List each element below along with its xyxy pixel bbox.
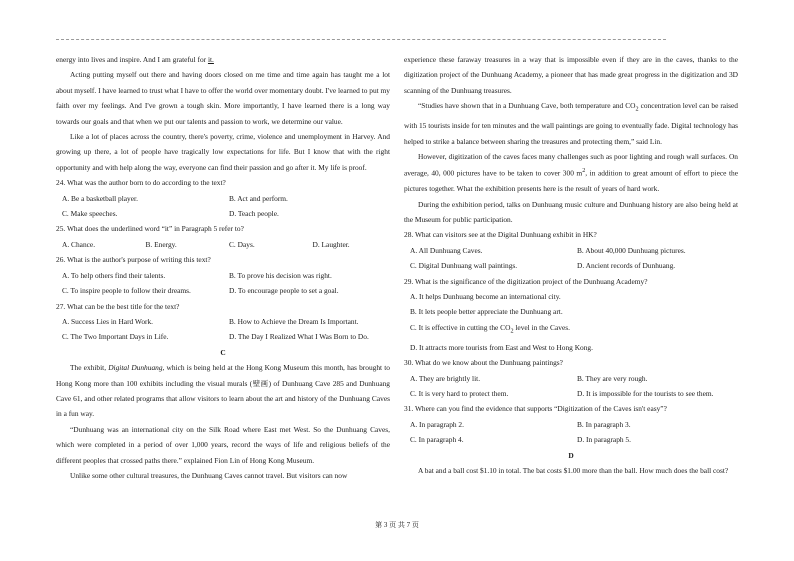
header-rule xyxy=(56,39,666,40)
paragraph-text: concentration level can be raised with 15 tourists inside for ten minutes and the wall paintings are going to eventually fade. Digital technology has helped to strike a balance between sharing the treasures and protecting them,” said Lin. xyxy=(404,101,738,146)
option-29b: B. It lets people better appreciate the Dunhuang art. xyxy=(410,307,563,317)
option-28b: B. About 40,000 Dunhuang pictures. xyxy=(577,245,686,255)
question-26: 26. What is the author's purpose of writing this text? xyxy=(56,255,211,265)
question-30-options-2 xyxy=(404,386,738,401)
paragraph-text: The exhibit, xyxy=(70,363,109,373)
option-29c xyxy=(404,320,738,340)
paragraph-studies xyxy=(404,98,738,149)
left-column xyxy=(56,52,390,483)
paragraph-bat-and-ball: A bat and a ball cost $1.10 in total. The bat costs $1.00 more than the ball. How much does the ball cost? xyxy=(418,465,729,475)
question-25-options xyxy=(56,237,390,252)
option-24d: D. Teach people. xyxy=(229,209,279,219)
question-31-options xyxy=(404,417,738,432)
question-29: 29. What is the significance of the digitization project of the Dunhuang Academy? xyxy=(404,276,648,286)
option-29d: D. It attracts more tourists from East and West to Hong Kong. xyxy=(410,342,593,352)
option-28d: D. Ancient records of Dunhuang. xyxy=(577,261,676,271)
section-d-heading: D xyxy=(568,450,574,460)
question-27-options xyxy=(56,314,390,329)
option-24a: A. Be a basketball player. xyxy=(62,193,138,203)
section-c-heading: C xyxy=(220,347,226,357)
option-25d: D. Laughter. xyxy=(312,239,350,249)
paragraph-silk-road: “Dunhuang was an international city on the Silk Road where East met West. So the Dunhuang Caves, which were completed in a period of over 1,000 years, record the ways of life and religious beliefs of the different peoples that crossed paths there.” explained Fion Lin of Hong Kong Museum. xyxy=(56,424,390,465)
option-27a: A. Success Lies in Hard Work. xyxy=(62,316,154,326)
option-30c: C. It is very hard to protect them. xyxy=(410,388,509,398)
option-26c: C. To inspire people to follow their dreams. xyxy=(62,286,191,296)
paragraph-text: However, digitization of the caves faces many challenges such as poor lighting and rough wall surfaces. On average, 40, 000 pictures have to be taken to cover 300 m xyxy=(404,151,738,178)
option-31c: C. In paragraph 4. xyxy=(410,435,464,445)
option-24c: C. Make speeches. xyxy=(62,209,118,219)
option-text: level in the Caves. xyxy=(513,322,570,332)
option-30d: D. It is impossible for the tourists to see them. xyxy=(577,388,714,398)
option-31b: B. In paragraph 3. xyxy=(577,419,631,429)
question-25: 25. What does the underlined word “it” in Paragraph 5 refer to? xyxy=(56,224,244,234)
paragraph-1-end xyxy=(56,52,390,67)
question-28: 28. What can visitors see at the Digital Dunhuang exhibit in HK? xyxy=(404,230,597,240)
option-26a: A. To help others find their talents. xyxy=(62,270,166,280)
option-31d: D. In paragraph 5. xyxy=(577,435,631,445)
paragraph-harvey: Like a lot of places across the country, there's poverty, crime, violence and unemployment in Harvey. And growing up there, a lot of people have tragically low expectations for life. But I know that with the right opportunity and with help along the way, everyone can find their passion and go after it. My life is proof. xyxy=(56,132,390,172)
question-26-options-2 xyxy=(56,283,390,298)
paragraph-cannot-travel: Unlike some other cultural treasures, the Dunhuang Caves cannot travel. But visitors can now xyxy=(70,470,348,480)
paragraph-text: energy into lives and inspire. And I am grateful for xyxy=(56,55,208,64)
question-30: 30. What do we know about the Dunhuang paintings? xyxy=(404,358,563,368)
question-27-options-2 xyxy=(56,329,390,344)
question-28-options-2 xyxy=(404,258,738,273)
question-30-options xyxy=(404,371,738,386)
option-25c: C. Days. xyxy=(229,239,255,249)
option-31a: A. In paragraph 2. xyxy=(410,419,464,429)
option-30b: B. They are very rough. xyxy=(577,373,648,383)
option-30a: A. They are brightly lit. xyxy=(410,373,481,383)
paragraph-text: which is being held at the Hong Kong Museum this month, has brought to Hong Kong more than 100 exhibits including the visual murals (壁画) of Dunhuang Cave 285 and Dunhuang Cave 61, and other related programs that allow visitors to learn about the art and history of the Dunhuang Caves in a fun way. xyxy=(56,363,391,419)
option-28c: C. Digital Dunhuang wall paintings. xyxy=(410,261,518,271)
paragraph-acting: Acting putting myself out there and having doors closed on me time and time again has taught me a lot about myself. I have learned to trust what I have to offer the world over momentary doubt. I've learned to put my faith over my feelings. And I've grown a tough skin. More importantly, I have learned there is a long way towards our goals and that when we put our talents and passion to work, we determine our value. xyxy=(56,70,390,126)
right-column xyxy=(404,52,738,478)
paragraph-exhibit xyxy=(56,360,390,422)
question-24: 24. What was the author born to do according to the text? xyxy=(56,178,226,188)
question-24-options-2 xyxy=(56,206,390,221)
underlined-word-it: it. xyxy=(207,55,214,64)
paragraph-talks: During the exhibition period, talks on Dunhuang music culture and Dunhuang history are also being held at the Museum for public participation. xyxy=(404,199,738,224)
option-29a: A. It helps Dunhuang become an international city. xyxy=(410,292,561,302)
option-25a: A. Chance. xyxy=(62,239,96,249)
paragraph-challenges xyxy=(404,149,738,197)
option-25b: B. Energy. xyxy=(145,239,177,249)
question-31: 31. Where can you find the evidence that supports “Digitization of the Caves isn't easy”? xyxy=(404,404,667,414)
question-26-options xyxy=(56,268,390,283)
page-number-footer: 第 3 页 共 7 页 xyxy=(375,521,419,529)
option-28a: A. All Dunhuang Caves. xyxy=(410,245,483,255)
option-27b: B. How to Achieve the Dream Is Important. xyxy=(229,316,359,326)
question-28-options xyxy=(404,243,738,258)
subscript-2: 2 xyxy=(635,106,639,113)
paragraph-text: , in addition to great amount of effort to piece the pictures together. What the exhibition presents here is the result of years of hard work. xyxy=(404,168,738,194)
option-27c: C. The Two Important Days in Life. xyxy=(62,332,169,342)
paragraph-digitization: experience these faraway treasures in a way that is impossible even if they are in the caves, thanks to the digitization project of the Dunhuang Academy, a pioneer that has made great progress in the digitization and 3D scanning of the Dunhuang treasures. xyxy=(404,55,738,95)
exhibit-title: Digital Dunhuang, xyxy=(108,363,165,373)
subscript-2: 2 xyxy=(510,328,514,335)
question-27: 27. What can be the best title for the text? xyxy=(56,301,180,311)
option-24b: B. Act and perform. xyxy=(229,193,288,203)
option-26b: B. To prove his decision was right. xyxy=(229,270,332,280)
question-24-options xyxy=(56,191,390,206)
option-27d: D. The Day I Realized What I Was Born to Do. xyxy=(229,332,369,342)
option-26d: D. To encourage people to set a goal. xyxy=(229,286,339,296)
option-text: C. It is effective in cutting the CO xyxy=(410,322,511,332)
superscript-2: 2 xyxy=(582,168,586,175)
paragraph-text: “Studies have shown that in a Dunhuang Cave, both temperature and CO xyxy=(418,101,636,111)
question-31-options-2 xyxy=(404,432,738,447)
